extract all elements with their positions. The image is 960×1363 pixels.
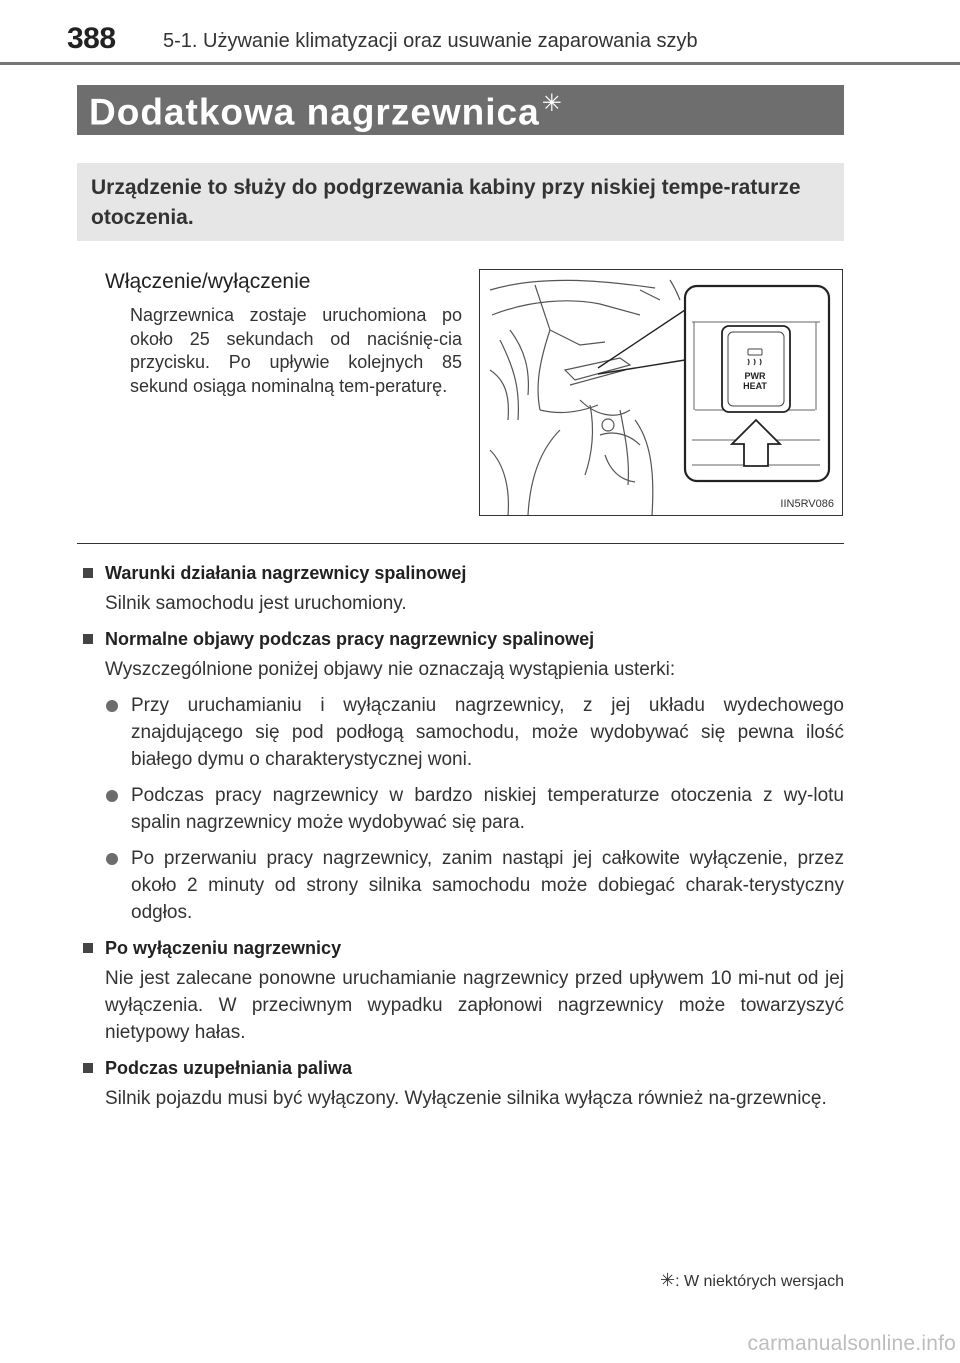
note-heading bbox=[77, 560, 844, 586]
section-title bbox=[89, 89, 563, 133]
circle-bullet-icon bbox=[106, 853, 118, 865]
asterisk-icon: ✳ bbox=[541, 90, 563, 117]
list-item-text: Po przerwaniu pracy nagrzewnicy, zanim nastąpi jej całkowite wyłączenie, przez około 2 minuty od strony silnika samochodu może dobiegać charak-terystyczny odgłos. bbox=[131, 848, 844, 923]
asterisk-icon: ✳ bbox=[659, 1270, 676, 1290]
note-body: Silnik samochodu jest uruchomiony. bbox=[105, 593, 407, 614]
note-heading bbox=[77, 935, 844, 961]
list-item bbox=[77, 692, 844, 773]
note-body: Silnik pojazdu musi być wyłączony. Wyłączenie silnika wyłącza również na-grzewnicę. bbox=[105, 1088, 827, 1109]
square-bullet-icon bbox=[83, 568, 93, 578]
pwr-heat-button bbox=[722, 326, 790, 412]
page-header bbox=[67, 22, 897, 62]
square-bullet-icon bbox=[83, 634, 93, 644]
note-heading-text: Po wyłączeniu nagrzewnicy bbox=[105, 938, 342, 958]
note-heading-text: Warunki działania nagrzewnicy spalinowej bbox=[105, 563, 467, 583]
list-item-text: Przy uruchamianiu i wyłączaniu nagrzewnicy, z jej układu wydechowego znajdującego się pod podłogą samochodu, może wydobywać się pewna ilość białego dymu o charakterystycznej woni. bbox=[131, 695, 844, 770]
footnote-text: : W niektórych wersjach bbox=[675, 1273, 844, 1290]
onoff-body: Nagrzewnica zostaje uruchomiona po około 25 sekundach od naciśnię-cia przycisku. Po upływie kolejnych 85 sekund osiąga nominalną tem-peraturę. bbox=[130, 305, 462, 396]
square-bullet-icon bbox=[83, 1063, 93, 1073]
dashboard-illustration bbox=[479, 269, 843, 516]
dashboard-drawing bbox=[480, 270, 843, 516]
footnote bbox=[660, 1270, 844, 1291]
intro-text: Urządzenie to służy do podgrzewania kabiny przy niskiej tempe-raturze otoczenia. bbox=[91, 176, 801, 229]
list-item bbox=[77, 845, 844, 926]
chapter-title: 5-1. Używanie klimatyzacji oraz usuwanie zaparowania szyb bbox=[163, 30, 698, 52]
button-label-pwr: PWR bbox=[744, 371, 766, 381]
note-heading bbox=[77, 1055, 844, 1081]
circle-bullet-icon bbox=[106, 790, 118, 802]
button-label-heat: HEAT bbox=[743, 381, 767, 391]
notes-content bbox=[77, 560, 844, 1121]
note-heading-text: Normalne objawy podczas pracy nagrzewnicy spalinowej bbox=[105, 629, 595, 649]
note-heading-text: Podczas uzupełniania paliwa bbox=[105, 1058, 353, 1078]
note-body: Nie jest zalecane ponowne uruchamianie nagrzewnicy przed upływem 10 mi-nut od jej wyłączenia. W przeciwnym wypadku zapłonowi nagrzewnicy może towarzyszyć nietypowy hałas. bbox=[105, 968, 844, 1043]
figure-code: IIN5RV086 bbox=[780, 498, 834, 510]
watermark: carmanualsonline.info bbox=[747, 1332, 956, 1355]
note-heading bbox=[77, 626, 844, 652]
circle-bullet-icon bbox=[106, 700, 118, 712]
note-body: Wyszczególnione poniżej objawy nie oznaczają wystąpienia usterki: bbox=[105, 659, 676, 680]
section-title-bar bbox=[77, 85, 844, 135]
page-number: 388 bbox=[67, 22, 116, 55]
list-item bbox=[77, 782, 844, 836]
square-bullet-icon bbox=[83, 943, 93, 953]
header-rule bbox=[0, 62, 960, 65]
onoff-heading: Włączenie/wyłączenie bbox=[105, 270, 311, 293]
separator-rule bbox=[77, 543, 844, 544]
intro-box bbox=[77, 163, 844, 241]
section-title-text: Dodatkowa nagrzewnica bbox=[89, 91, 540, 133]
list-item-text: Podczas pracy nagrzewnicy w bardzo niskiej temperaturze otoczenia z wy-lotu spalin nagrzewnicy może wydobywać się para. bbox=[131, 785, 844, 833]
